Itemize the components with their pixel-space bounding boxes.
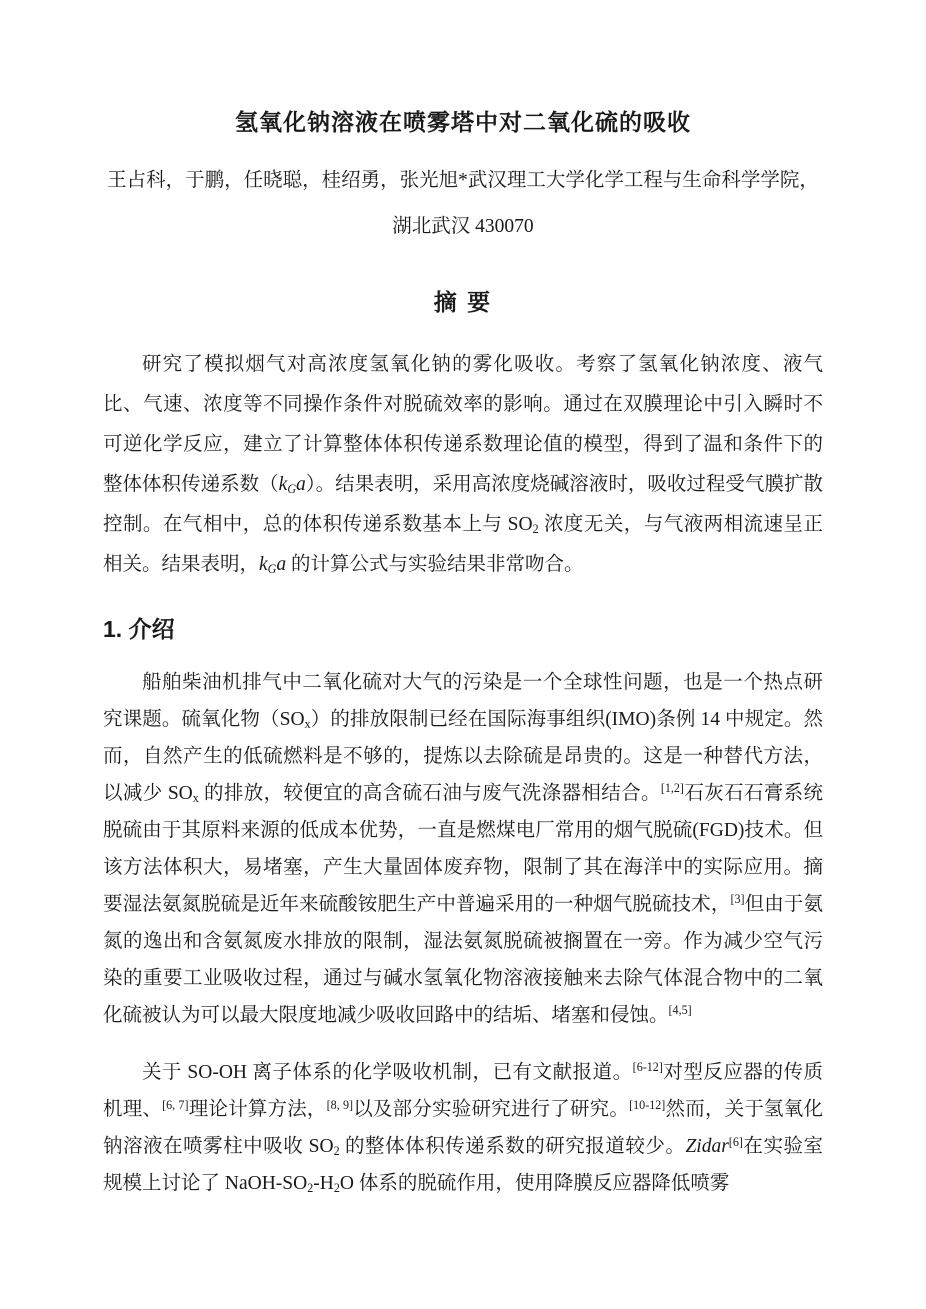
subscript-text: x [192,790,199,805]
body-text: ）的排放限制已经在国际海事组织(IMO)条例 14 中规定。然而，自然产生的低硫燃料是不够的，提炼以去除硫是昂贵的。这是一种替代方法，以减少 SO [103,708,823,804]
body-text: 浓度无关，与气液两相流速呈正相关。结果表明， [103,513,823,575]
subscript-text: 2 [333,1181,340,1196]
italic-text: k [278,473,288,495]
body-text: 理论计算方法， [188,1099,327,1121]
body-text: 的计算公式与实验结果非常吻合。 [286,553,584,575]
subscript-text: 2 [307,1181,314,1196]
subscript-text: G [287,481,297,496]
body-text: 石灰石石膏系统脱硫由于其原料来源的低成本优势，一直是燃煤电厂常用的烟气脱硫(FGD)技术。但该方法体积大，易堵塞，产生大量固体废弃物，限制了其在海洋中的实际应用。摘要湿法氨氮脱硫是近年来硫酸铵肥生产中普遍采用的一种烟气脱硫技术， [103,782,823,915]
subscript-text: 2 [532,521,539,536]
body-text: 在实验室规模上讨论了 NaOH-SO [103,1136,823,1195]
body-text: 的整体体积传递系数的研究报道较少。 [339,1136,686,1158]
reference-superscript: [10-12] [629,1097,666,1112]
italic-text: a [296,473,306,495]
reference-superscript: [6-12] [632,1060,663,1075]
intro-paragraph-1 [103,664,823,1034]
intro-paragraph-2 [103,1054,823,1202]
italic-text: k [259,553,268,575]
body-text: 以及部分实验研究进行了研究。 [353,1099,630,1121]
reference-superscript: [6] [728,1134,743,1149]
abstract-heading: 摘 要 [433,288,493,315]
authors-affiliation: 王占科，于鹏，任晓聪，桂绍勇，张光旭*武汉理工大学化学工程与生命科学学院，湖北武汉 430070 [107,170,819,237]
italic-text: a [276,553,287,575]
italic-text: Zidar [685,1136,729,1158]
reference-superscript: [6, 7] [162,1097,189,1112]
subscript-text: G [267,561,277,576]
body-text: 的排放，较便宜的高含硫石油与废气洗涤器相结合。 [198,782,661,804]
subscript-text: 2 [333,1144,340,1159]
body-text: 船舶柴油机排气中二氧化硫对大气的污染是一个全球性问题，也是一个热点研究课题。硫氧化物（SO [103,671,823,730]
body-text: 关于 SO-OH 离子体系的化学吸收机制，已有文献报道。 [142,1062,633,1084]
body-text: 然而，关于氢氧化钠溶液在喷雾柱中吸收 SO [103,1099,823,1158]
reference-superscript: [1,2] [660,781,684,796]
body-text: 对型反应器的传质机理、 [103,1062,823,1121]
reference-superscript: [8, 9] [326,1097,354,1112]
reference-superscript: [4,5] [668,1003,692,1018]
reference-superscript: [3] [730,892,745,907]
abstract-paragraph [103,345,823,585]
subscript-text: x [304,716,311,731]
body-text: ）。结果表明，采用高浓度烧碱溶液时，吸收过程受气膜扩散控制。在气相中，总的体积传递系数基本上与 SO [103,473,823,535]
section-heading-introduction: 1. 介绍 [103,615,175,642]
body-text: O 体系的脱硫作用，使用降膜反应器降低喷雾 [339,1173,730,1195]
paper-title: 氢氧化钠溶液在喷雾塔中对二氧化硫的吸收 [235,109,691,135]
body-text: 研究了模拟烟气对高浓度氢氧化钠的雾化吸收。考察了氢氧化钠浓度、液气比、气速、浓度等不同操作条件对脱硫效率的影响。通过在双膜理论中引入瞬时不可逆化学反应，建立了计算整体体积传递系数理论值的模型，得到了温和条件下的整体体积传递系数（ [103,353,823,495]
body-text: -H [313,1173,334,1195]
body-text: 但由于氨氮的逸出和含氨氮废水排放的限制，湿法氨氮脱硫被搁置在一旁。作为减少空气污染的重要工业吸收过程，通过与碱水氢氧化物溶液接触来去除气体混合物中的二氧化硫被认为可以最大限度地减少吸收回路中的结垢、堵塞和侵蚀。 [103,893,823,1027]
